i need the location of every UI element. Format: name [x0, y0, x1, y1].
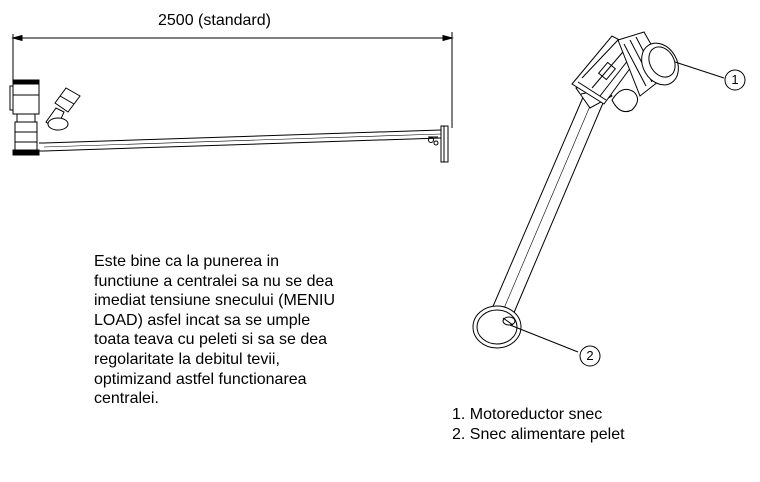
installation-note-text: Este bine ca la punerea in functiune a centralei sa nu se dea imediat tensiune snecului (MENIU LOAD) asfel incat sa se umple toata teava cu peleti si sa se dea regolaritate la debitul tevii, optimizand astfel functionarea centralei. — [94, 253, 335, 408]
auger-side-view — [10, 80, 448, 162]
callout-number-1: 1 — [731, 72, 739, 87]
callout-number-2: 2 — [586, 348, 594, 363]
legend-item-motoreductor: 1. Motoreductor snec — [452, 406, 603, 423]
legend-item-snec: 2. Snec alimentare pelet — [452, 426, 625, 443]
installation-note — [94, 252, 384, 409]
legend — [452, 405, 625, 445]
dimension-label: 2500 (standard) — [158, 12, 271, 29]
dimension-line — [13, 32, 452, 128]
auger-inclined-view — [473, 32, 686, 348]
